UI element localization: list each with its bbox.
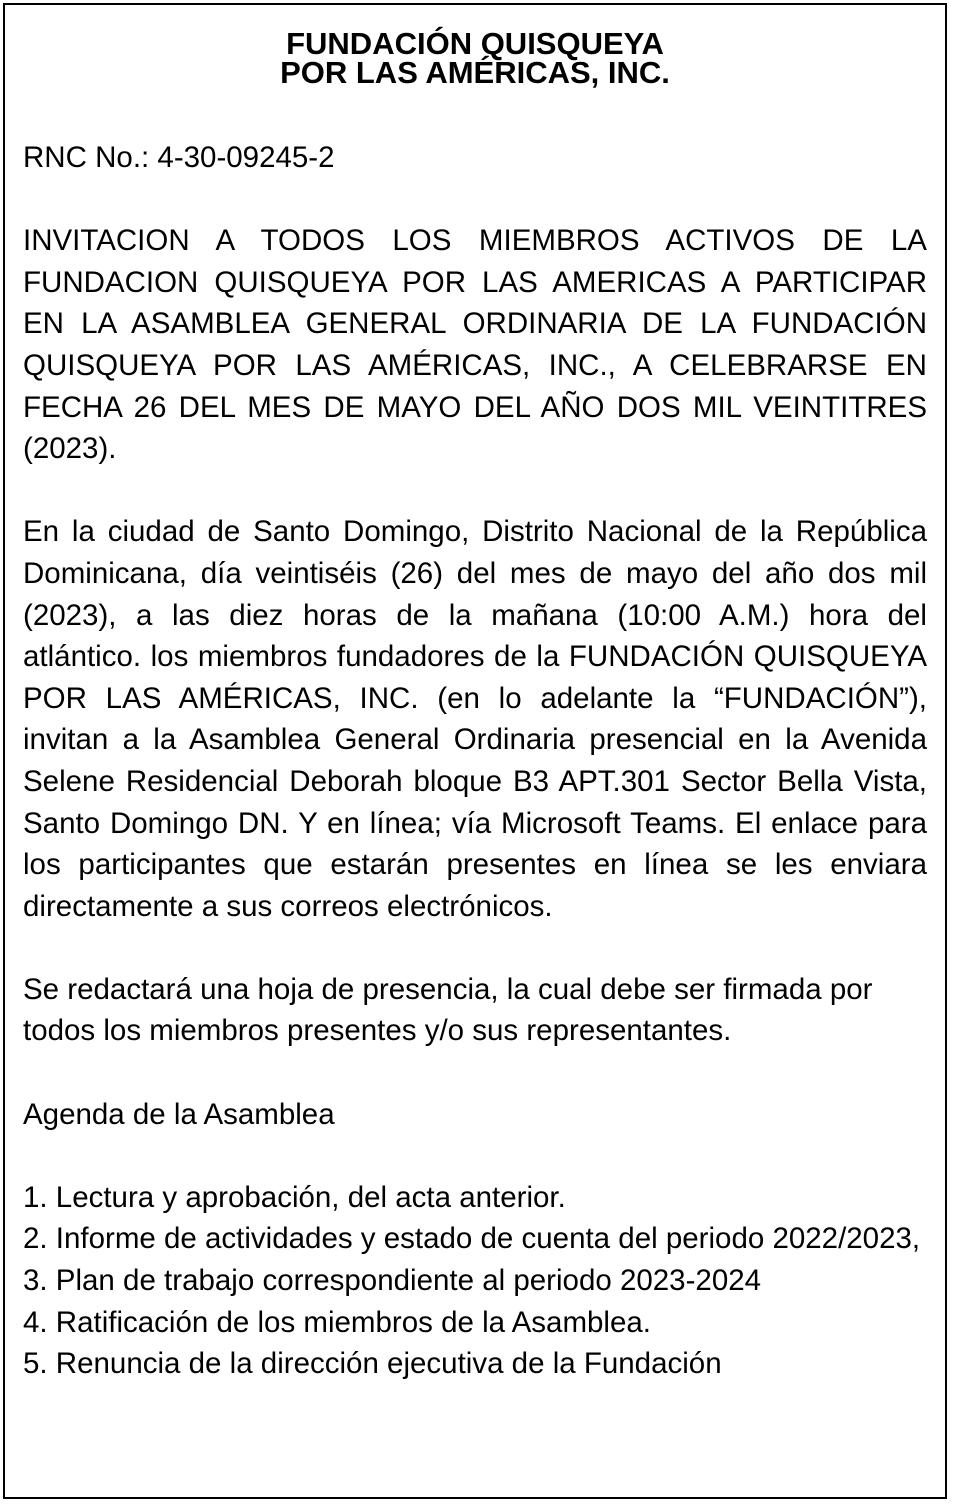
notice-body: [23, 137, 927, 1385]
agenda-item: 4. Ratificación de los miembros de la Asamblea.: [23, 1305, 651, 1339]
agenda-item: 3. Plan de trabajo correspondiente al periodo 2023-2024: [23, 1264, 762, 1298]
invitation-paragraph: INVITACION A TODOS LOS MIEMBROS ACTIVOS DE LA FUNDACION QUISQUEYA POR LAS AMERICAS A PARTICIPAR EN LA ASAMBLEA GENERAL ORDINARIA DE LA FUNDACIÓN QUISQUEYA POR LAS AMÉRICAS, INC., A CELEBRARSE EN FECHA 26 DEL MES DE MAYO DEL AÑO DOS MIL VEINTITRES (2023).: [23, 224, 927, 466]
agenda-list: [23, 1177, 927, 1385]
rnc-number: RNC No.: 4-30-09245-2: [23, 141, 335, 174]
title-line-1: FUNDACIÓN QUISQUEYA: [286, 26, 664, 61]
agenda-item: 5. Renuncia de la dirección ejecutiva de la Fundación: [23, 1347, 722, 1381]
attendance-paragraph: Se redactará una hoja de presencia, la cual debe ser firmada por todos los miembros presentes y/o sus representantes.: [23, 972, 873, 1048]
meeting-details-paragraph: En la ciudad de Santo Domingo, Distrito Nacional de la República Dominicana, día veintiséis (26) del mes de mayo del año dos mil (2023), a las diez horas de la mañana (10:00 A.M.) hora del atlántico. los miembros fundadores de la FUNDACIÓN QUISQUEYA POR LAS AMÉRICAS, INC. (en lo adelante la “FUNDACIÓN”), invitan a la Asamblea General Ordinaria presencial en la Avenida Selene Residencial Deborah bloque B3 APT.301 Sector Bella Vista, Santo Domingo DN. Y en línea; vía Microsoft Teams. El enlace para los participantes que estarán presentes en línea se les enviara directamente a sus correos electrónicos.: [23, 515, 927, 923]
notice-title: [5, 5, 945, 90]
title-line-2: POR LAS AMÉRICAS, INC.: [280, 55, 670, 90]
agenda-heading: Agenda de la Asamblea: [23, 1097, 335, 1131]
notice-frame: [3, 3, 947, 1499]
agenda-item: 1. Lectura y aprobación, del acta anterior.: [23, 1180, 566, 1214]
agenda-item: 2. Informe de actividades y estado de cuenta del periodo 2022/2023,: [23, 1222, 921, 1256]
